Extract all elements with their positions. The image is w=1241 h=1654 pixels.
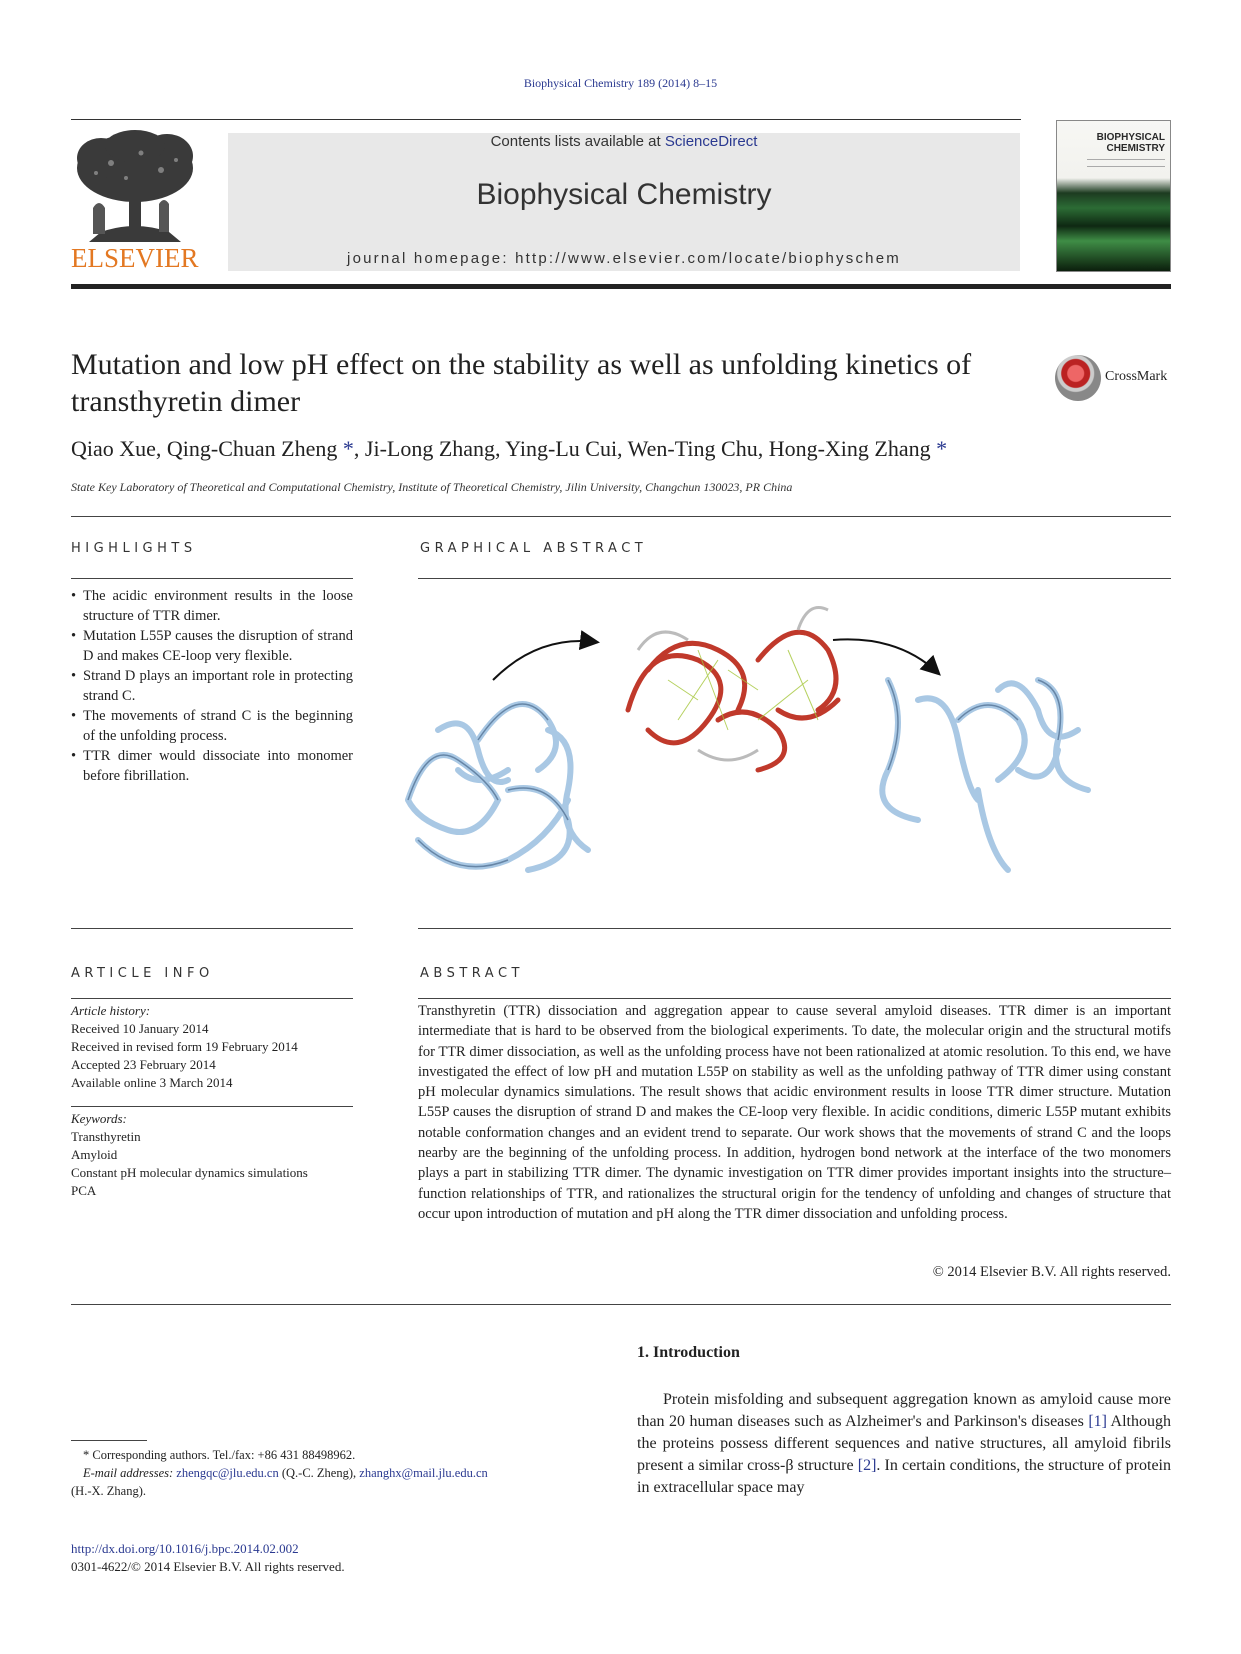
divider (71, 998, 353, 999)
history-label: Article history: (71, 1003, 151, 1018)
highlights-heading: HIGHLIGHTS (71, 541, 197, 556)
crossmark-icon (1055, 355, 1101, 401)
divider (418, 578, 1171, 579)
divider (71, 516, 1171, 517)
article-info-heading: ARTICLE INFO (71, 966, 214, 981)
citation-link[interactable]: [1] (1088, 1413, 1107, 1430)
highlight-item: • Strand D plays an important role in protecting strand C. (71, 666, 353, 706)
email-owner: (H.-X. Zhang). (71, 1484, 146, 1498)
article-title: Mutation and low pH effect on the stability as well as unfolding kinetics of transthyretin dimer (71, 348, 972, 418)
divider (71, 928, 353, 929)
footnote-star: * (83, 1448, 90, 1462)
abstract-heading: ABSTRACT (420, 966, 524, 981)
article-history (71, 1002, 353, 1092)
ttr-dimer-structure-left (408, 704, 588, 870)
arrow-icon (833, 639, 938, 673)
revised-date: Received in revised form 19 February 2014 (71, 1039, 298, 1054)
keywords-label: Keywords: (71, 1111, 127, 1126)
journal-homepage-link[interactable]: journal homepage: http://www.elsevier.com/locate/biophyschem (347, 250, 901, 267)
doi-block (71, 1540, 345, 1576)
elsevier-wordmark: ELSEVIER (71, 243, 199, 273)
divider (71, 1304, 1171, 1305)
keywords (71, 1110, 353, 1200)
ttr-dimer-structure-middle (628, 632, 838, 770)
divider (418, 928, 1171, 929)
protein-structures-figure (398, 590, 1171, 900)
introduction-paragraph: Protein misfolding and subsequent aggregation known as amyloid cause more than 20 human diseases such as Alzheimer's and Parkinson's diseases [1] Although the proteins possess different sequences and native structures, all amyloid fibrils present a similar cross-β structure [2]. In certain conditions, the structure of protein in extracellular space may (637, 1391, 1172, 1496)
keyword: PCA (71, 1183, 97, 1198)
sciencedirect-link[interactable]: ScienceDirect (664, 133, 758, 150)
contents-line (228, 133, 1020, 150)
abstract-text: Transthyretin (TTR) dissociation and aggregation appear to cause several amyloid diseases. TTR dimer is an important intermediate that is hard to be observed from the biological experiments. To date, the molecular origin and the structural motifs for TTR dimer dissociation, as well as the unfolding process have not been rationalized at atomic resolution. To this end, we have investigated the effect of low pH and mutation L55P on stability as well as the unfolding pathway of TTR dimer using constant pH molecular dynamics simulations. The result shows that acidic environment results in loose TTR dimer structure. Mutation L55P causes the disruption of strand D and makes the CE-loop very flexible. In acidic conditions, dimeric L55P mutant exhibits notable conformation changes and an evident trend to separate. Our work shows that the movements of strand C and the loops nearby are the beginning of the unfolding process. In addition, hydrogen bond network at the interface of the two monomers plays a part in stabilizing TTR dimer. The dynamic investigation on TTR dimer provides important insights into the structure–function relationships of TTR, and rationalizes the structural origin for the tendency of unfolding and changes of structure that occur upon introduction of mutation and pH along the TTR dimer dissociation and unfolding process. (418, 1003, 1171, 1222)
keyword: Transthyretin (71, 1129, 141, 1144)
footnote-contact: Corresponding authors. Tel./fax: +86 431 88498962. (89, 1448, 356, 1462)
highlight-item: • The movements of strand C is the beginning of the unfolding process. (71, 706, 353, 746)
corresponding-author-marker[interactable]: * (936, 436, 948, 461)
highlight-item: • The acidic environment results in the loose structure of TTR dimer. (71, 586, 353, 626)
highlight-item: • TTR dimer would dissociate into monomer before fibrillation. (71, 746, 353, 786)
cover-title: BIOPHYSICAL CHEMISTRY (1096, 132, 1165, 154)
affiliation: State Key Laboratory of Theoretical and Computational Chemistry, Institute of Theoretical Chemistry, Jilin University, Changchun 130023, PR China (71, 480, 793, 494)
divider (418, 998, 1171, 999)
email-link[interactable]: zhanghx@mail.jlu.edu.cn (359, 1466, 488, 1480)
author-list (71, 436, 947, 462)
accepted-date: Accepted 23 February 2014 (71, 1057, 216, 1072)
email-owner: (Q.-C. Zheng), (278, 1466, 360, 1480)
keyword: Constant pH molecular dynamics simulations (71, 1165, 308, 1180)
crossmark-label: CrossMark (1105, 369, 1168, 384)
corresponding-author-marker[interactable]: * (342, 436, 354, 461)
elsevier-logo[interactable] (71, 128, 199, 274)
citation-link[interactable]: [2] (857, 1457, 877, 1474)
authors-part2: , Ji-Long Zhang, Ying-Lu Cui, Wen-Ting Chu, Hong-Xing Zhang (353, 436, 937, 461)
divider (71, 578, 353, 579)
email-label: E-mail addresses: (83, 1466, 177, 1480)
cover-subtitle-lines (1087, 159, 1165, 167)
arrow-icon (493, 641, 596, 680)
top-rule (71, 119, 1021, 120)
graphical-abstract-image[interactable] (398, 590, 1171, 900)
elsevier-tree-icon (71, 128, 199, 246)
highlights-list (71, 586, 353, 786)
highlight-item: • Mutation L55P causes the disruption of strand D and makes CE-loop very flexible. (71, 626, 353, 666)
journal-cover-thumbnail[interactable] (1056, 120, 1171, 272)
doi-link[interactable]: http://dx.doi.org/10.1016/j.bpc.2014.02.002 (71, 1541, 299, 1556)
journal-reference[interactable]: Biophysical Chemistry 189 (2014) 8–15 (523, 76, 718, 90)
online-date: Available online 3 March 2014 (71, 1075, 233, 1090)
footnote-rule (71, 1440, 147, 1441)
introduction-heading: 1. Introduction (637, 1344, 740, 1361)
journal-title: Biophysical Chemistry (476, 178, 772, 211)
authors-part1: Qiao Xue, Qing-Chuan Zheng (71, 436, 343, 461)
corresponding-author-footnote (71, 1446, 631, 1500)
received-date: Received 10 January 2014 (71, 1021, 209, 1036)
ttr-dimer-structure-right (882, 680, 1088, 870)
crossmark-badge[interactable] (1055, 355, 1175, 405)
issn-copyright: 0301-4622/© 2014 Elsevier B.V. All rights reserved. (71, 1559, 345, 1574)
journal-masthead (228, 133, 1020, 271)
abstract-copyright: © 2014 Elsevier B.V. All rights reserved. (932, 1264, 1171, 1280)
header-thick-rule (71, 284, 1171, 289)
keyword: Amyloid (71, 1147, 118, 1162)
graphical-abstract-heading: GRAPHICAL ABSTRACT (420, 541, 648, 556)
divider (71, 1106, 353, 1107)
contents-prefix: Contents lists available at (490, 133, 665, 150)
email-link[interactable]: zhengqc@jlu.edu.cn (176, 1466, 279, 1480)
